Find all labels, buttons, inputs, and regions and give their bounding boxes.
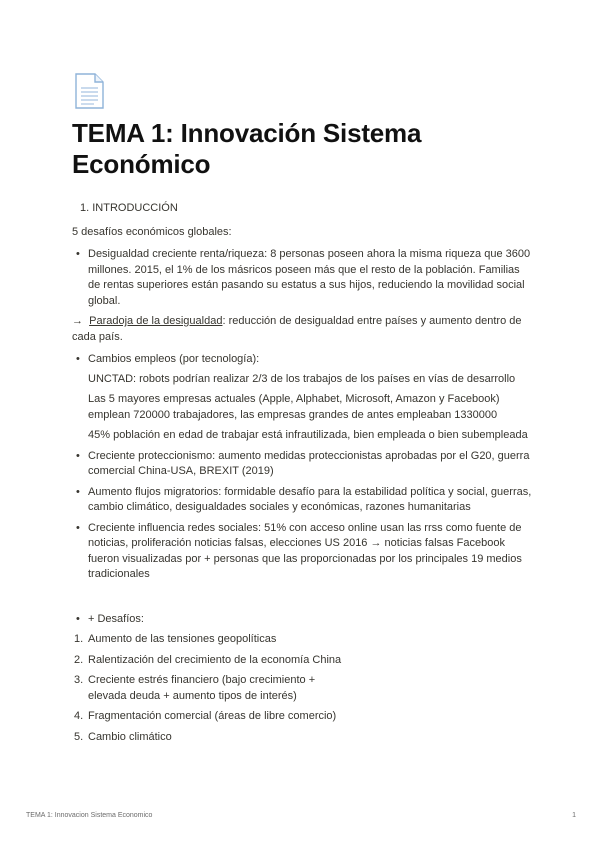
bullet-migration: • Aumento flujos migratorios: formidable desafío para la estabilidad política y social, guerras, cambio climático, desigualdades sociales y económicas, razones humanitarias: [72, 485, 532, 516]
numbered-item: 1. Aumento de las tensiones geopolíticas: [74, 633, 277, 645]
numbered-item: 4. Fragmentación comercial (áreas de libre comercio): [74, 710, 337, 722]
bullet-inequality: • Desigualdad creciente renta/riqueza: 8 personas poseen ahora la misma riqueza que 3600 millones. 2015, el 1% de los másricos poseen más que el resto de la población. Familias de rentas superiores están pasando su estatus a sus hijos, reduciendo la movilidad social global.: [72, 247, 532, 309]
intro-text: 5 desafíos económicos globales:: [72, 225, 232, 238]
bullet-list-2: [72, 352, 532, 368]
page-number: 1: [572, 812, 576, 819]
paradox-text: : reducción de desigualdad entre países y aumento dentro de cada país.: [72, 315, 522, 343]
bullet-list-3: [72, 449, 532, 583]
numbered-item: 5. Cambio climático: [74, 730, 172, 743]
paradox-paragraph: [72, 314, 532, 345]
bullet-list-4: [72, 612, 532, 628]
numbered-item: 3. Creciente estrés financiero (bajo crecimiento + elevada deuda + aumento tipos de interés): [74, 674, 316, 702]
sub-paragraph-companies: Las 5 mayores empresas actuales (Apple, Alphabet, Microsoft, Amazon y Facebook) emplean 720000 trabajadores, las empresas grandes de antes empleaban 1330000: [88, 393, 500, 421]
numbered-list: [72, 632, 532, 745]
bullet-employment: • Cambios empleos (por tecnología):: [72, 352, 532, 368]
numbered-item: 2. Ralentización del crecimiento de la economía China: [74, 653, 342, 666]
page-footer: [26, 812, 576, 819]
footer-title: TEMA 1: Innovacion Sistema Economico: [26, 812, 153, 819]
section-heading: [72, 201, 532, 217]
document-body: [72, 201, 532, 750]
bullet-social-media: • Creciente influencia redes sociales: 51% con acceso online usan las rrss como fuente de noticias, proliferación noticias falsas, elecciones US 2016 → noticias falsas Facebook fueron visualizadas por + personas que las proporcionadas por los principales 19 medios tradicionales: [72, 521, 532, 583]
arrow-glyph: →: [72, 315, 83, 327]
bullet-list-1: [72, 247, 532, 309]
section-number: 1.: [80, 202, 90, 214]
bullet-protectionism: • Creciente proteccionismo: aumento medidas proteccionistas aprobadas por el G20, guerra comercial China-USA, BREXIT (2019): [72, 449, 532, 480]
paradox-link[interactable]: Paradoja de la desigualdad: [89, 315, 223, 327]
page-icon: [72, 73, 106, 109]
sub-paragraph-unctad: UNCTAD: robots podrían realizar 2/3 de los trabajos de los países en vías de desarrollo: [88, 372, 516, 385]
bullet-more-challenges: • + Desafíos:: [72, 612, 532, 628]
page-title: TEMA 1: Innovación Sistema Económico: [72, 118, 422, 179]
section-heading-text: INTRODUCCIÓN: [92, 202, 178, 214]
sub-paragraph-underused: 45% población en edad de trabajar está infrautilizada, bien empleada o bien subempleada: [88, 429, 528, 441]
